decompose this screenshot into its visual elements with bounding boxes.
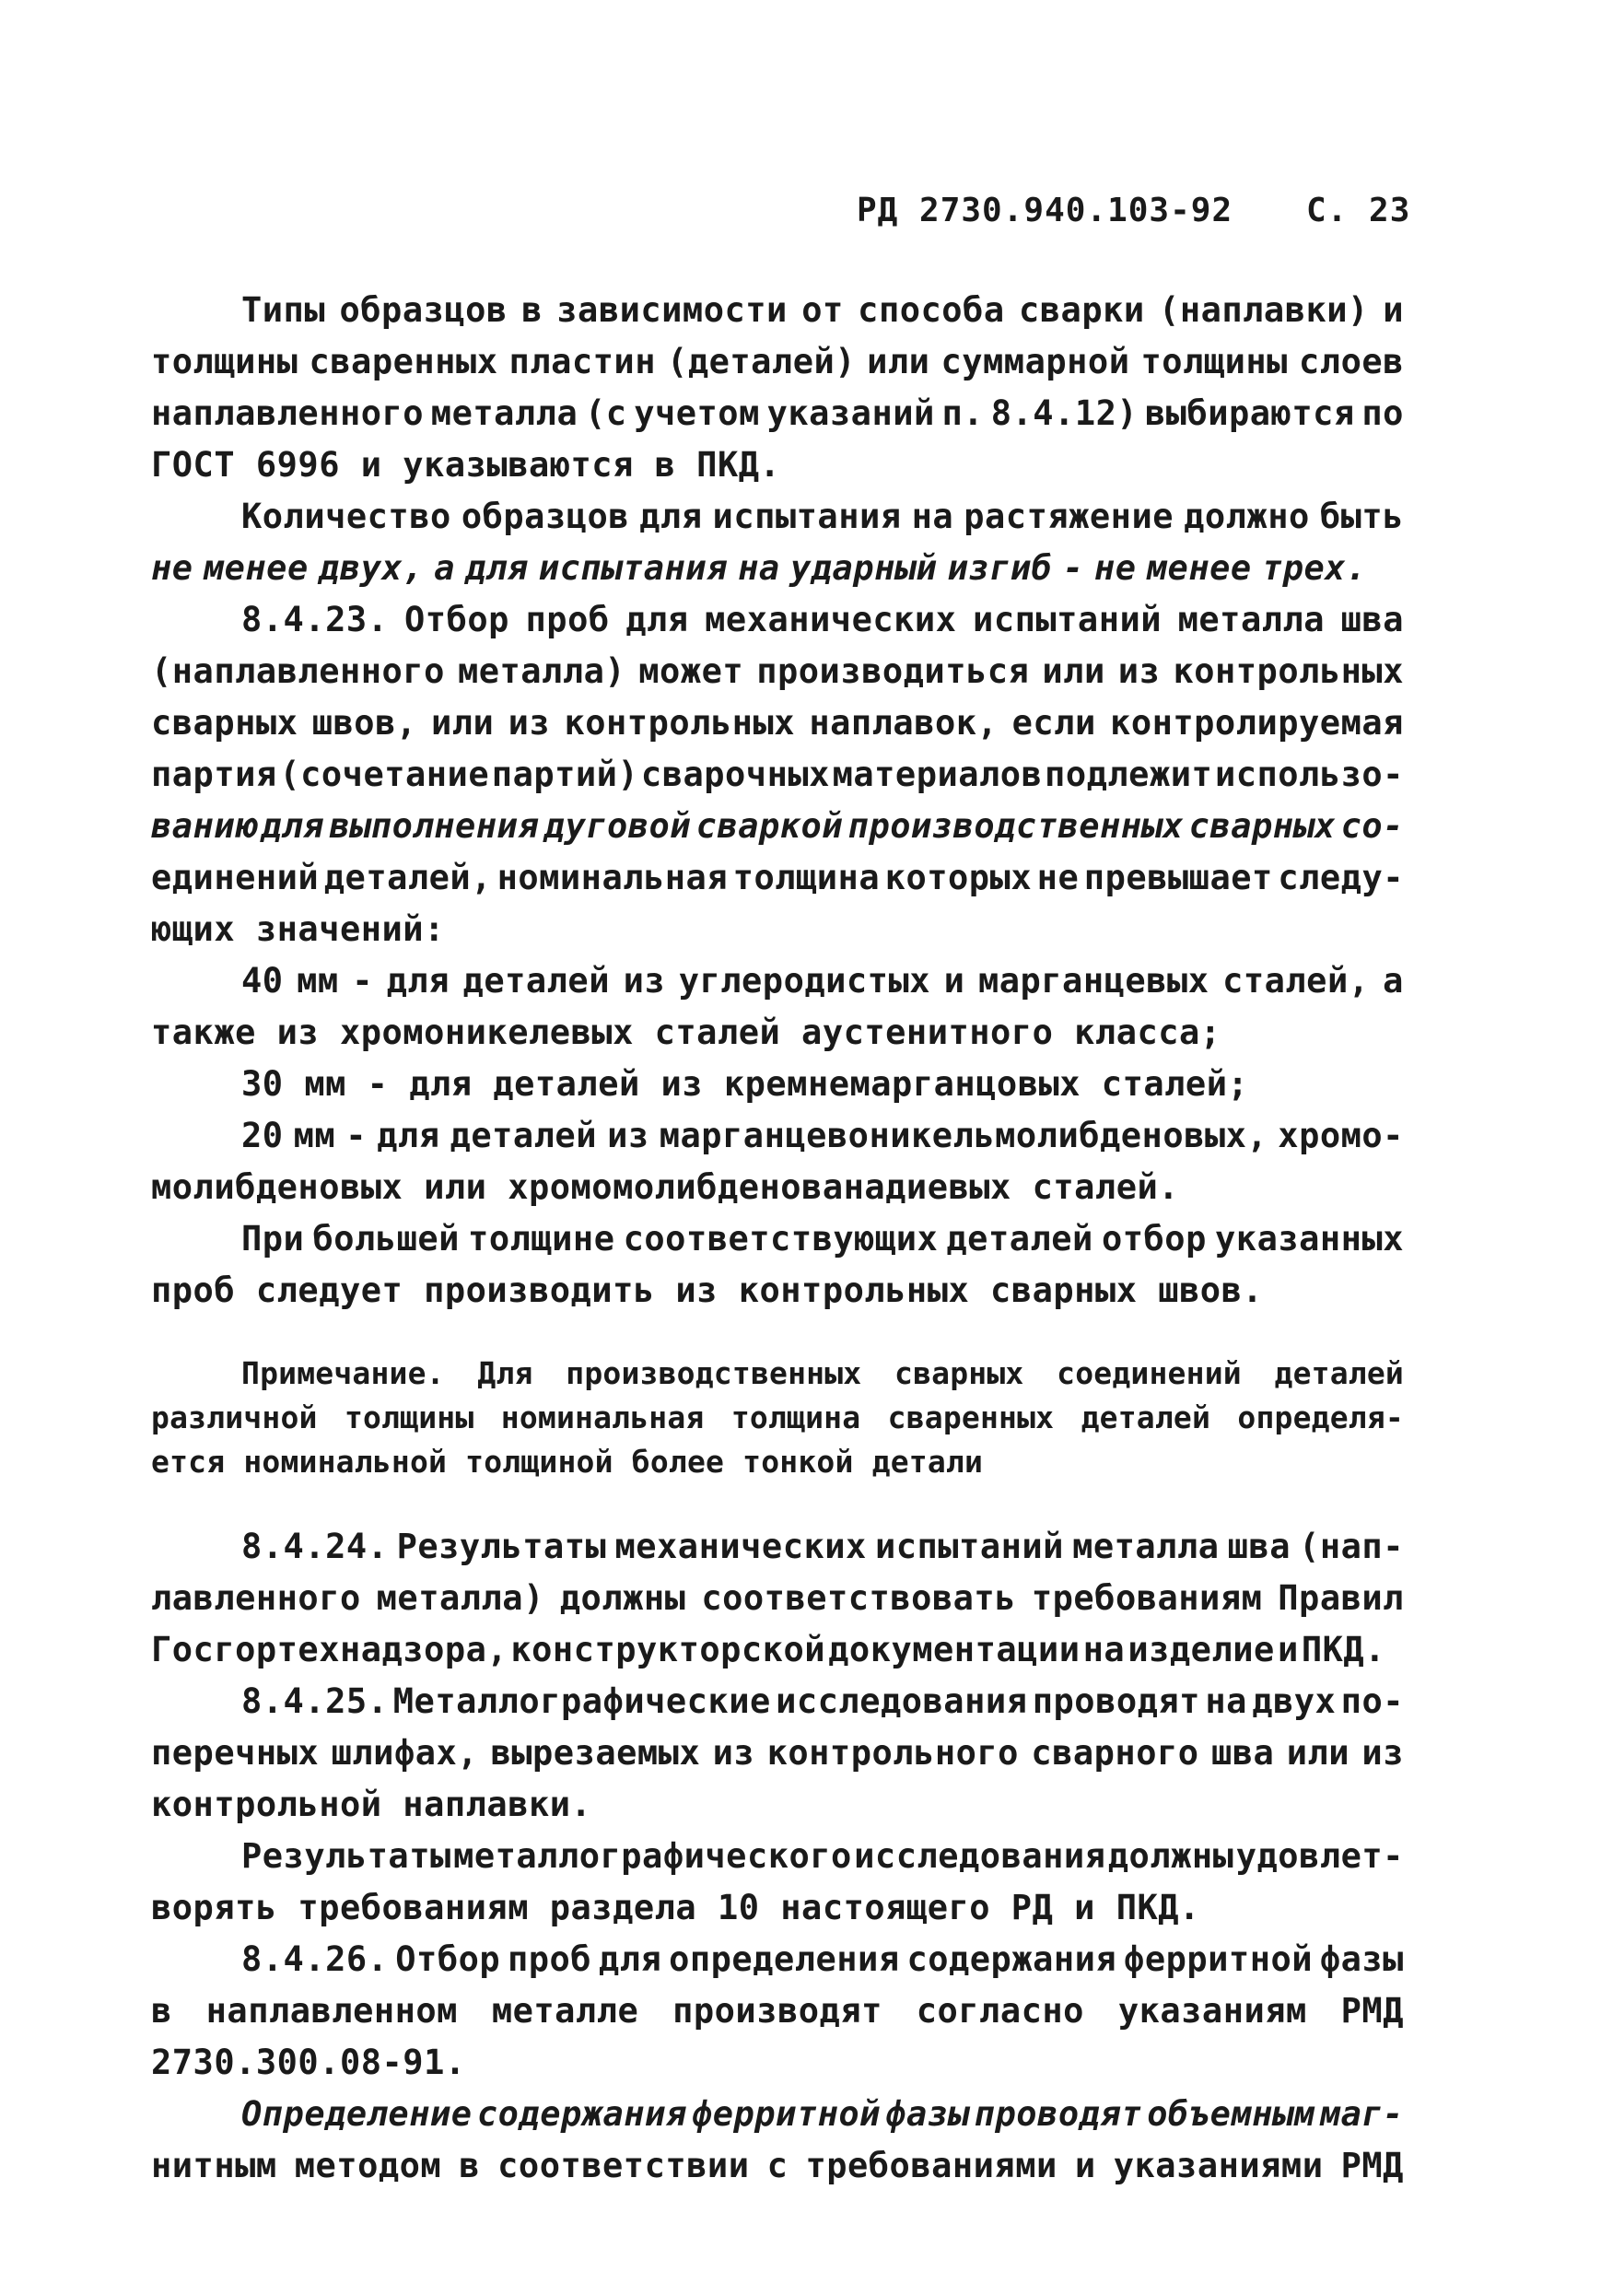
text-line: 8.4.23. Отбор проб для механических испытаний металла шва [241, 600, 1404, 639]
text-line: сварных швов, или из контрольных наплавок, если контролируемая [151, 703, 1404, 743]
note-line: ется номинальной толщиной более тонкой детали [151, 1444, 984, 1480]
text-line: единений деталей, номинальная толщина которых не превышает следу- [151, 858, 1404, 897]
text-line: 8.4.25. Металлографические исследования проводят на двух по- [241, 1681, 1404, 1721]
text-line: Результаты металлографического исследования должны удовлет- [241, 1836, 1404, 1876]
text-line: ГОСТ 6996 и указываются в ПКД. [151, 445, 781, 485]
text-line: не менее двух, а для испытания на ударный изгиб - не менее трех. [151, 548, 1367, 588]
text-line: перечных шлифах, вырезаемых из контрольного сварного шва или из [151, 1733, 1404, 1773]
text-line: партия (сочетание партий) сварочных материалов подлежит использо- [151, 755, 1404, 794]
text-line: наплавленного металла (с учетом указаний п. 8.4.12) выбираются по [151, 393, 1404, 433]
text-line: Количество образцов для испытания на растяжение должно быть [241, 497, 1404, 536]
text-line: также из хромоникелевых сталей аустенитного класса; [151, 1013, 1221, 1052]
text-line: 30 мм - для деталей из кремнемарганцовых сталей; [241, 1064, 1249, 1104]
text-line: лавленного металла) должны соответствовать требованиям Правил [151, 1578, 1404, 1618]
text-line: 20 мм - для деталей из марганцевоникельмолибденовых, хромо- [241, 1116, 1404, 1155]
text-line: в наплавленном металле производят согласно указаниям РМД [151, 1991, 1404, 2031]
text-line: молибденовых или хромомолибденованадиевых сталей. [151, 1167, 1180, 1207]
text-line: ющих значений: [151, 909, 445, 949]
page-number: С. 23 [1306, 192, 1411, 229]
document-code: РД 2730.940.103-92 [857, 192, 1233, 229]
text-line: Типы образцов в зависимости от способа сварки (наплавки) и [241, 290, 1404, 330]
text-line: проб следует производить из контрольных сварных швов. [151, 1270, 1264, 1310]
text-line: контрольной наплавки. [151, 1785, 592, 1824]
note-line: различной толщины номинальная толщина сваренных деталей определя- [151, 1399, 1404, 1435]
note-line: Примечание. Для производственных сварных соединений деталей [241, 1355, 1404, 1391]
text-line: толщины сваренных пластин (деталей) или суммарной толщины слоев [151, 342, 1404, 381]
text-line: 8.4.24. Результаты механических испытаний металла шва (нап- [241, 1527, 1404, 1566]
text-line: нитным методом в соответствии с требованиями и указаниями РМД [151, 2146, 1404, 2185]
text-line: 2730.300.08-91. [151, 2043, 466, 2082]
text-line: Определение содержания ферритной фазы проводят объемным маг- [241, 2094, 1404, 2134]
text-line: При большей толщине соответствующих деталей отбор указанных [241, 1219, 1404, 1259]
text-line: ворять требованиям раздела 10 настоящего РД и ПКД. [151, 1888, 1200, 1927]
text-line: ванию для выполнения дуговой сваркой производственных сварных со- [151, 806, 1404, 846]
text-line: (наплавленного металла) может производиться или из контрольных [151, 651, 1404, 691]
text-line: 40 мм - для деталей из углеродистых и марганцевых сталей, а [241, 961, 1404, 1001]
text-line: Госгортехнадзора, конструкторской документации на изделие и ПКД. [151, 1630, 1385, 1669]
text-line: 8.4.26. Отбор проб для определения содержания ферритной фазы [241, 1939, 1404, 1979]
